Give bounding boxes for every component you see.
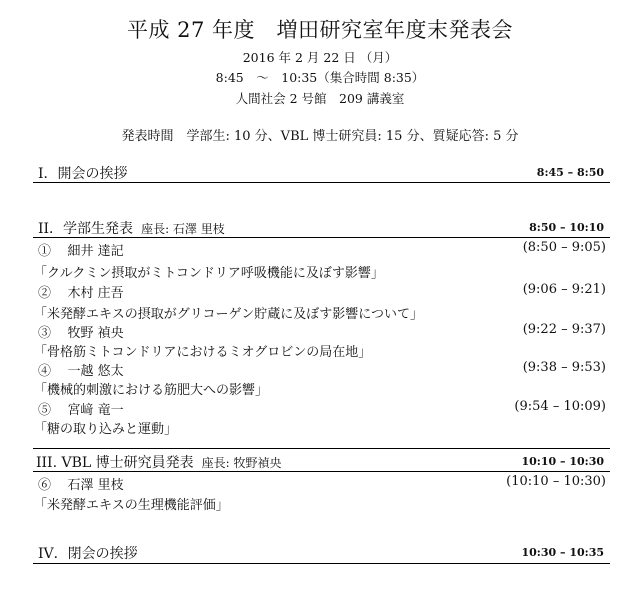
presentation-4-presenter [38, 360, 124, 379]
presentation-5-name: 宮﨑 竜一 [67, 403, 124, 418]
presentation-4-title: 「機械的刺激における筋肥大への影響」 [34, 383, 269, 398]
section-vbl-chair: 座長: 牧野禎央 [201, 456, 282, 470]
event-date: 2016 年 2 月 22 日 （月） [242, 50, 398, 65]
presentation-2-number: ② [38, 286, 52, 301]
section-undergrad-rule [33, 237, 610, 238]
presentation-1-time: (8:50 – 9:05) [522, 240, 606, 255]
presentation-6-title: 「米発酵エキスの生理機能評価」 [34, 498, 229, 513]
presentation-3-name: 牧野 禎央 [67, 326, 124, 341]
presentation-3-time: (9:22 – 9:37) [522, 322, 606, 337]
section-closing-time: 10:30 – 10:35 [521, 546, 604, 559]
presentation-5-title: 「糖の取り込みと運動」 [34, 422, 178, 437]
section-vbl-rule [33, 471, 610, 472]
presentation-6-number: ⑥ [38, 478, 52, 493]
presentation-2-name: 木村 庄吾 [67, 286, 124, 301]
presentation-2-time: (9:06 – 9:21) [522, 282, 606, 297]
section-opening-rule [33, 182, 610, 183]
presentation-1-title: 「クルクミン摂取がミトコンドリア呼吸機能に及ぼす影響」 [34, 266, 384, 281]
section-undergrad-title: II．学部生発表 [38, 221, 134, 237]
event-venue: 人間社会 2 号館 209 講義室 [235, 91, 405, 106]
presentation-4-name: 一越 悠太 [67, 364, 124, 379]
section-undergrad-heading [38, 218, 225, 238]
section-opening-title: I．開会の挨拶 [38, 166, 128, 182]
presentation-4-time: (9:38 – 9:53) [522, 360, 606, 375]
presentation-1-name: 細井 達記 [67, 244, 124, 259]
presentation-6-presenter [38, 474, 124, 493]
presentation-1-number: ① [38, 244, 52, 259]
presentation-6-time: (10:10 – 10:30) [506, 474, 606, 489]
presentation-3-title: 「骨格筋ミトコンドリアにおけるミオグロビンの局在地」 [34, 345, 372, 360]
presentation-6-name: 石澤 里枝 [67, 478, 124, 493]
section-vbl-heading [36, 452, 282, 472]
presentation-5-time: (9:54 – 10:09) [514, 399, 606, 414]
section-closing-title: IV．閉会の挨拶 [38, 546, 138, 562]
section-vbl-top-rule [33, 448, 610, 449]
presentation-3-presenter [38, 322, 124, 341]
duration-note: 発表時間 学部生: 10 分、VBL 博士研究員: 15 分、質疑応答: 5 分 [121, 129, 519, 144]
section-opening-time: 8:45 – 8:50 [536, 166, 604, 179]
section-undergrad-chair: 座長: 石澤 里枝 [141, 222, 225, 236]
presentation-4-number: ④ [38, 364, 52, 379]
section-vbl-time: 10:10 – 10:30 [521, 455, 604, 468]
presentation-1-presenter [38, 240, 124, 259]
section-undergrad-time: 8:50 – 10:10 [529, 221, 604, 234]
presentation-2-presenter [38, 282, 124, 301]
presentation-5-presenter [38, 399, 124, 418]
event-time: 8:45 ～ 10:35（集合時間 8:35） [215, 70, 425, 85]
document-title: 平成 27 年度 増田研究室年度末発表会 [126, 18, 514, 42]
section-vbl-title: III. VBL 博士研究員発表 [36, 455, 194, 471]
presentation-5-number: ⑤ [38, 403, 52, 418]
presentation-3-number: ③ [38, 326, 52, 341]
section-closing-rule [33, 563, 610, 564]
presentation-2-title: 「米発酵エキスの摂取がグリコーゲン貯蔵に及ぼす影響について」 [34, 307, 423, 322]
